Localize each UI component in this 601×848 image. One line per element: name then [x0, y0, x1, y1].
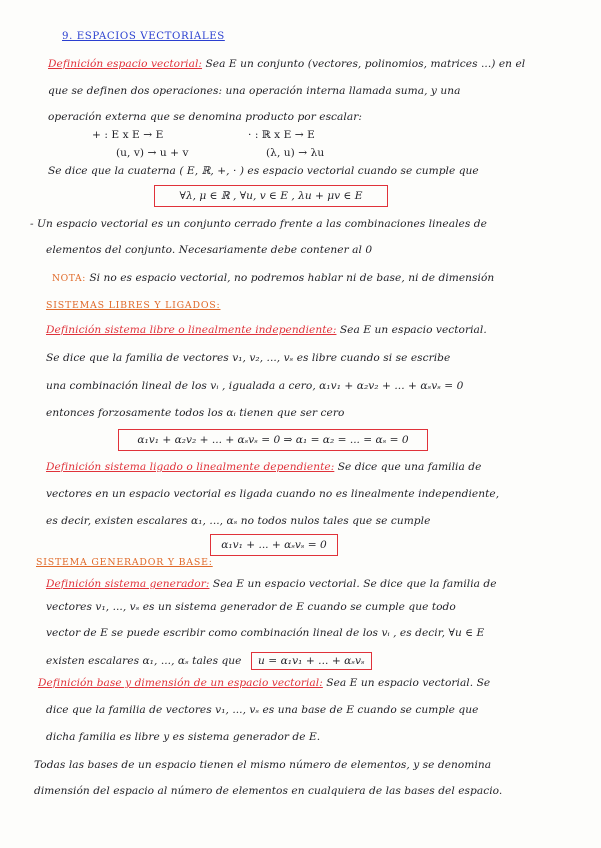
def-generator-system-text4: existen escalares α₁, ..., αₛ tales que	[46, 655, 242, 667]
product-operation-def: · : ℝ x E → E	[248, 129, 315, 141]
nota-text: Si no es espacio vectorial, no podremos hablar ni de base, ni de dimensión	[85, 272, 495, 284]
def-generator-system-line4	[46, 652, 372, 670]
def-basis-line1	[38, 677, 490, 689]
vector-space-condition-box: ∀λ, μ ∈ ℝ , ∀u, v ∈ E , λu + μv ∈ E	[154, 185, 388, 207]
linked-system-condition-box: α₁v₁ + ... + αₛvₛ = 0	[210, 534, 338, 556]
def-vector-space-line1	[48, 58, 525, 70]
sum-operation-map: (u, v) → u + v	[116, 147, 189, 159]
free-system-condition-box: α₁v₁ + α₂v₂ + ... + αₛvₛ = 0 ⇒ α₁ = α₂ = ... = αₛ = 0	[118, 429, 428, 451]
def-basis-label: Definición base y dimensión de un espacio vectorial:	[38, 677, 323, 689]
def-free-system-label: Definición sistema libre o linealmente independiente:	[46, 324, 337, 336]
def-vector-space-line3: operación externa que se denomina producto por escalar:	[48, 111, 362, 123]
def-basis-line2: dice que la familia de vectores v₁, ..., vₛ es una base de E cuando se cumple que	[46, 704, 479, 716]
page-title: 9. ESPACIOS VECTORIALES	[62, 31, 225, 42]
def-linked-system-text: Se dice que una familia de	[334, 461, 482, 473]
def-generator-system-text: Sea E un espacio vectorial. Se dice que la familia de	[209, 578, 497, 590]
def-free-system-text: Sea E un espacio vectorial.	[336, 324, 487, 336]
product-operation-map: (λ, u) → λu	[266, 147, 325, 159]
closed-set-line2: elementos del conjunto. Necesariamente debe contener al 0	[46, 244, 373, 256]
def-vector-space-label: Definición espacio vectorial:	[48, 58, 203, 70]
def-linked-system-line1	[46, 461, 481, 473]
def-linked-system-label: Definición sistema ligado o linealmente dependiente:	[46, 461, 335, 473]
def-free-system-line1	[46, 324, 487, 336]
def-generator-system-label: Definición sistema generador:	[46, 578, 210, 590]
section-generator-basis: SISTEMA GENERADOR Y BASE:	[36, 557, 213, 568]
def-free-system-line4: entonces forzosamente todos los αᵢ tienen que ser cero	[46, 407, 345, 419]
def-linked-system-line3: es decir, existen escalares α₁, ..., αₛ no todos nulos tales que se cumple	[46, 515, 431, 527]
def-generator-system-line3: vector de E se puede escribir como combinación lineal de los vᵢ , es decir, ∀u ∈ E	[46, 627, 485, 639]
nota-label: NOTA:	[52, 273, 86, 284]
closed-set-line1: - Un espacio vectorial es un conjunto cerrado frente a las combinaciones lineales de	[30, 218, 487, 230]
def-vector-space-text: Sea E un conjunto (vectores, polinomios, matrices ...) en el	[202, 58, 526, 70]
def-generator-system-line2: vectores v₁, ..., vₛ es un sistema generador de E cuando se cumple que todo	[46, 601, 456, 613]
closing-line2: dimensión del espacio al número de elementos en cualquiera de las bases del espacio.	[34, 785, 503, 797]
sum-operation-def: + : E x E → E	[92, 129, 164, 141]
def-free-system-line2: Se dice que la familia de vectores v₁, v₂, ..., vₛ es libre cuando si se escribe	[46, 352, 451, 364]
closing-line1: Todas las bases de un espacio tienen el mismo número de elementos, y se denomina	[34, 759, 492, 771]
quad-condition-line: Se dice que la cuaterna ( E, ℝ, +, · ) es espacio vectorial cuando se cumple que	[48, 165, 479, 177]
section-free-linked-systems: SISTEMAS LIBRES Y LIGADOS:	[46, 300, 221, 311]
def-vector-space-line2: que se definen dos operaciones: una operación interna llamada suma, y una	[48, 85, 461, 97]
generator-condition-box: u = α₁v₁ + ... + αₛvₛ	[251, 652, 372, 670]
def-free-system-line3: una combinación lineal de los vᵢ , igualada a cero, α₁v₁ + α₂v₂ + ... + αₛvₛ = 0	[46, 380, 464, 392]
def-linked-system-line2: vectores en un espacio vectorial es ligada cuando no es linealmente independiente,	[46, 488, 500, 500]
def-basis-line3: dicha familia es libre y es sistema generador de E.	[46, 731, 321, 743]
def-generator-system-line1	[46, 578, 497, 590]
def-basis-text: Sea E un espacio vectorial. Se	[322, 677, 491, 689]
nota-line	[52, 272, 494, 284]
